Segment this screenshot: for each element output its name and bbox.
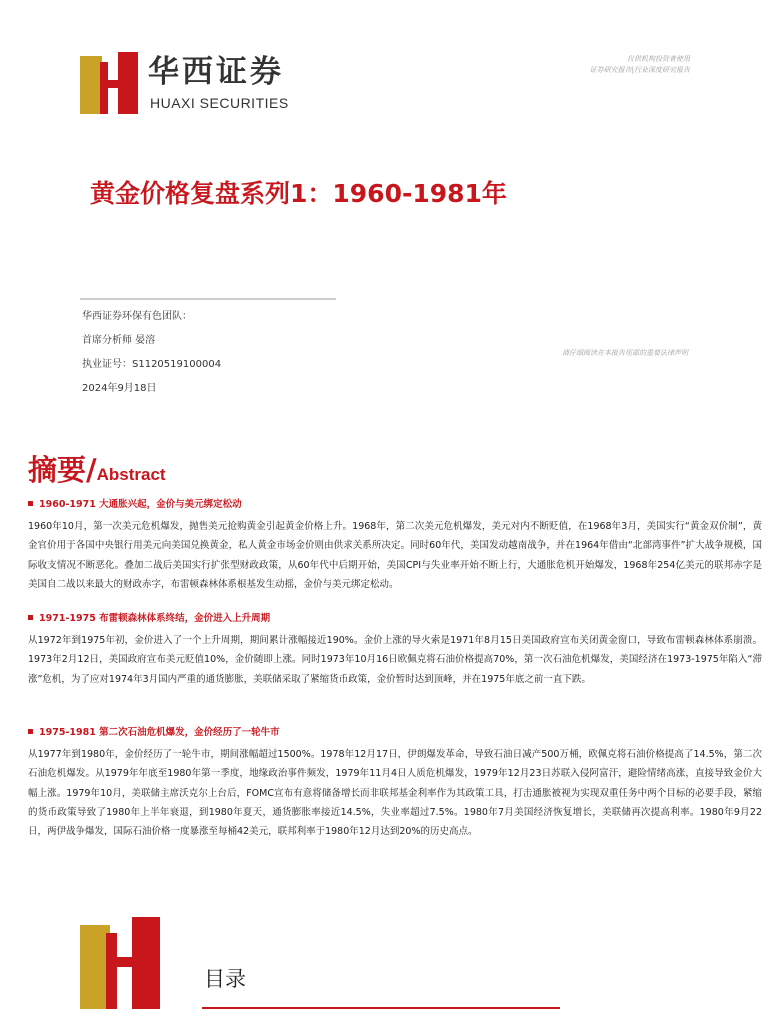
divider [80, 298, 336, 300]
bullet-square-icon [28, 501, 33, 506]
section-body: 从1977年到1980年，金价经历了一轮牛市，期间涨幅超过1500%。1978年12月17日，伊朗爆发革命，导致石油日减产500万桶，欧佩克将石油价格提高了14.5%，第二次石油危机爆发。从1979年年底至1980年第一季度，地缘政治事件频发，1979年11月4日人质危机爆发，1979年12月23日苏联入侵阿富汗，避险情绪高涨，直接导致金价大幅上涨。1979年10月，美联储主席沃克尔上台后，FOMC宣布有意将储备增长而非联邦基金利率作为其政策工具，打击通胀被视为实现双重任务中两个目标的必要手段，紧缩的货币政策导致了1980年上半年衰退，到1980年夏天，通货膨胀率接近14.5%，失业率超过7.5%。1980年7月美国经济恢复增长，美联储再次提高利率。1980年9月22日，两伊战争爆发，国际石油价格一度暴涨至每桶42美元，联邦利率于1980年12月达到20%的历史高点。 [28, 749, 762, 838]
bullet-square-icon [28, 615, 33, 620]
abstract-section [28, 610, 762, 689]
disclaimer [590, 54, 690, 76]
section-title: 1971-1975 布雷顿森林体系终结，金价进入上升周期 [39, 613, 271, 624]
section-body: 1960年10月，第一次美元危机爆发，抛售美元抢购黄金引起黄金价格上升。1968年，第二次美元危机爆发，美元对内不断贬值，在1968年3月，美国实行“黄金双价制”，黄金官价用于各国中央银行用美元向美国兑换黄金，私人黄金市场金价则由供求关系所决定。同时60年代，美国发动越南战争，并在1964年借由“北部湾事件”扩大战争规模，国际收支情况不断恶化。叠加二战后美国实行扩张型财政政策，从60年代中后期开始，美国CPI与失业率开始不断上行，大通胀危机开始爆发，1968年254亿美元的联邦赤字是美国自二战以来最大的财政赤字，布雷顿森林体系根基发生动摇，金价与美元绑定松动。 [28, 521, 762, 590]
disclaimer-line: 证券研究报告|行业深度研究报告 [589, 66, 690, 74]
report-date: 2024年9月18日 [82, 383, 157, 394]
abstract-heading: 摘要/Abstract [28, 453, 166, 487]
bullet-square-icon [28, 729, 33, 734]
toc-heading: 目录 [204, 967, 246, 991]
huaxi-logo-icon [80, 52, 138, 114]
abstract-section [28, 724, 762, 841]
license-number: 执业证号：S1120519100004 [82, 359, 222, 370]
brand-name-cn: 华西证券 [148, 54, 284, 90]
abstract-heading-en: Abstract [96, 465, 166, 484]
disclaimer-line: 仅供机构投资者使用 [627, 55, 690, 63]
team-info [82, 305, 221, 401]
team-name: 华西证券环保有色团队： [82, 311, 192, 322]
brand-name-en: HUAXI SECURITIES [150, 95, 289, 111]
analyst-name: 首席分析师 晏溶 [82, 335, 156, 346]
toc-divider [202, 1007, 560, 1009]
abstract-section [28, 496, 762, 594]
huaxi-logo-large-icon [80, 917, 160, 1009]
legal-notice: 请仔细阅读在本报告尾部的重要法律声明 [562, 349, 688, 357]
section-title: 1975-1981 第二次石油危机爆发，金价经历了一轮牛市 [39, 727, 280, 738]
abstract-heading-cn: 摘要 [28, 453, 87, 487]
section-title: 1960-1971 大通胀兴起，金价与美元绑定松动 [39, 499, 242, 510]
section-body: 从1972年到1975年初，金价进入了一个上升周期，期间累计涨幅接近190%。金价上涨的导火索是1971年8月15日美国政府宣布关闭黄金窗口，导致布雷顿森林体系崩溃。1973年2月12日，美国政府宣布美元贬值10%，金价随即上涨。同时1973年10月16日欧佩克将石油价格提高70%，第一次石油危机爆发，美国经济在1973-1975年陷入“滞涨”危机，为了应对1974年3月国内严重的通货膨胀，美联储采取了紧缩货币政策，金价暂时达到顶峰，并在1975年底之前一直下跌。 [28, 635, 762, 685]
report-title: 黄金价格复盘系列1：1960-1981年 [90, 179, 507, 208]
